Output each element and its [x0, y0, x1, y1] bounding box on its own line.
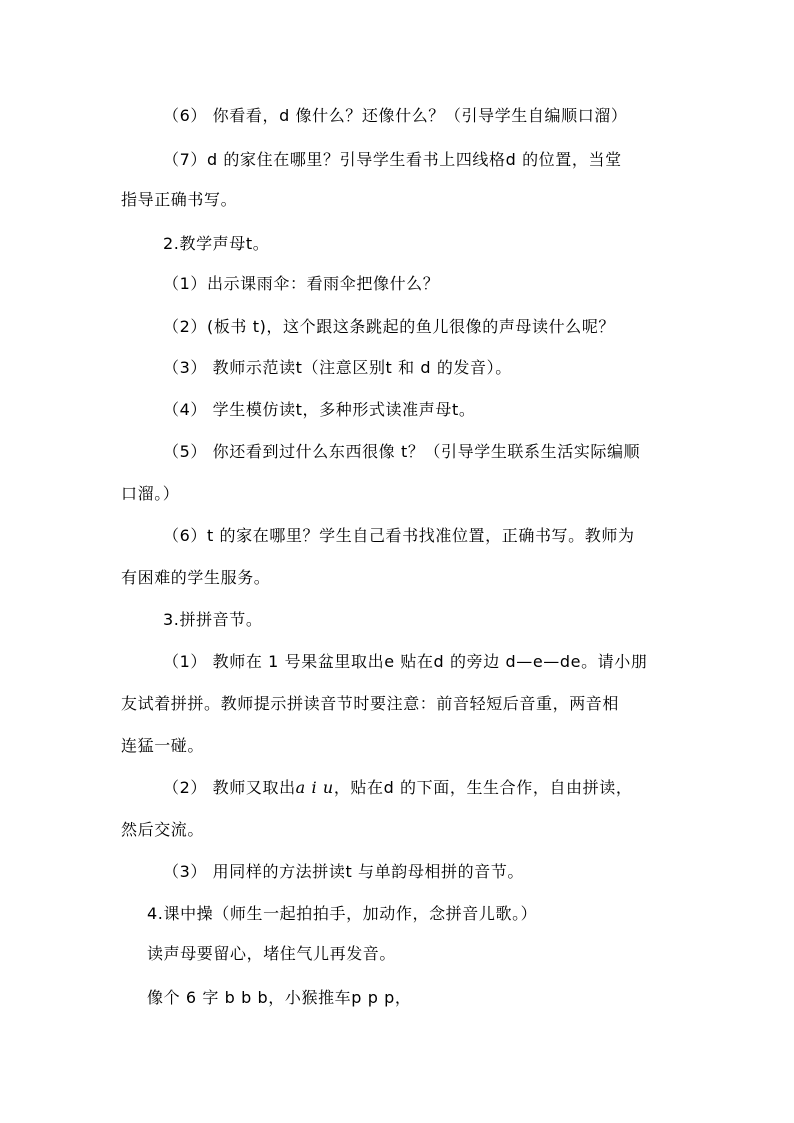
- paragraph-line: （3） 教师示范读t（注意区别t 和 d 的发音）。: [163, 358, 512, 377]
- paragraph-line: [163, 777, 632, 799]
- paragraph-line: 然后交流。: [121, 820, 205, 839]
- paragraph-line: （7）d 的家住在哪里？引导学生看书上四线格d 的位置，当堂: [163, 150, 622, 169]
- section-heading: 4.课中操（师生一起拍拍手，加动作，念拼音儿歌。）: [147, 904, 538, 923]
- paragraph-line: 像个 6 字 b b b，小猴推车p p p，: [147, 988, 412, 1007]
- paragraph-line: （1） 教师在 1 号果盆里取出e 贴在d 的旁边 d—e—de。请小朋: [163, 652, 648, 671]
- vowel-cards: a i u: [295, 778, 334, 797]
- paragraph-line: 口溜。）: [121, 484, 180, 503]
- paragraph-line: 指导正确书写。: [121, 190, 238, 209]
- paragraph-line: 读声母要留心，堵住气儿再发音。: [147, 944, 397, 963]
- paragraph-line: （1）出示课雨伞：看雨伞把像什么？: [163, 274, 440, 293]
- paragraph-line: 友试着拼拼。教师提示拼读音节时要注意：前音轻短后音重，两音相: [121, 694, 620, 713]
- paragraph-line: （6） 你看看，d 像什么？还像什么？（引导学生自编顺口溜）: [163, 106, 628, 125]
- paragraph-line: （4） 学生模仿读t，多种形式读准声母t。: [163, 400, 476, 419]
- section-heading: 2.教学声母t。: [163, 234, 270, 253]
- line-text: ，贴在d 的下面，生生合作，自由拼读，: [333, 778, 633, 797]
- paragraph-line: （6）t 的家在哪里？学生自己看书找准位置，正确书写。教师为: [163, 526, 635, 545]
- paragraph-line: （5） 你还看到过什么东西很像 t？（引导学生联系生活实际编顺: [163, 442, 641, 461]
- paragraph-line: 有困难的学生服务。: [121, 568, 271, 587]
- section-heading: 3.拼拼音节。: [163, 610, 263, 629]
- line-text: （2） 教师又取出: [163, 778, 296, 797]
- paragraph-line: （3） 用同样的方法拼读t 与单韵母相拼的音节。: [163, 862, 525, 881]
- paragraph-line: 连猛一碰。: [121, 736, 205, 755]
- paragraph-line: （2）(板书 t)，这个跟这条跳起的鱼儿很像的声母读什么呢？: [163, 317, 616, 336]
